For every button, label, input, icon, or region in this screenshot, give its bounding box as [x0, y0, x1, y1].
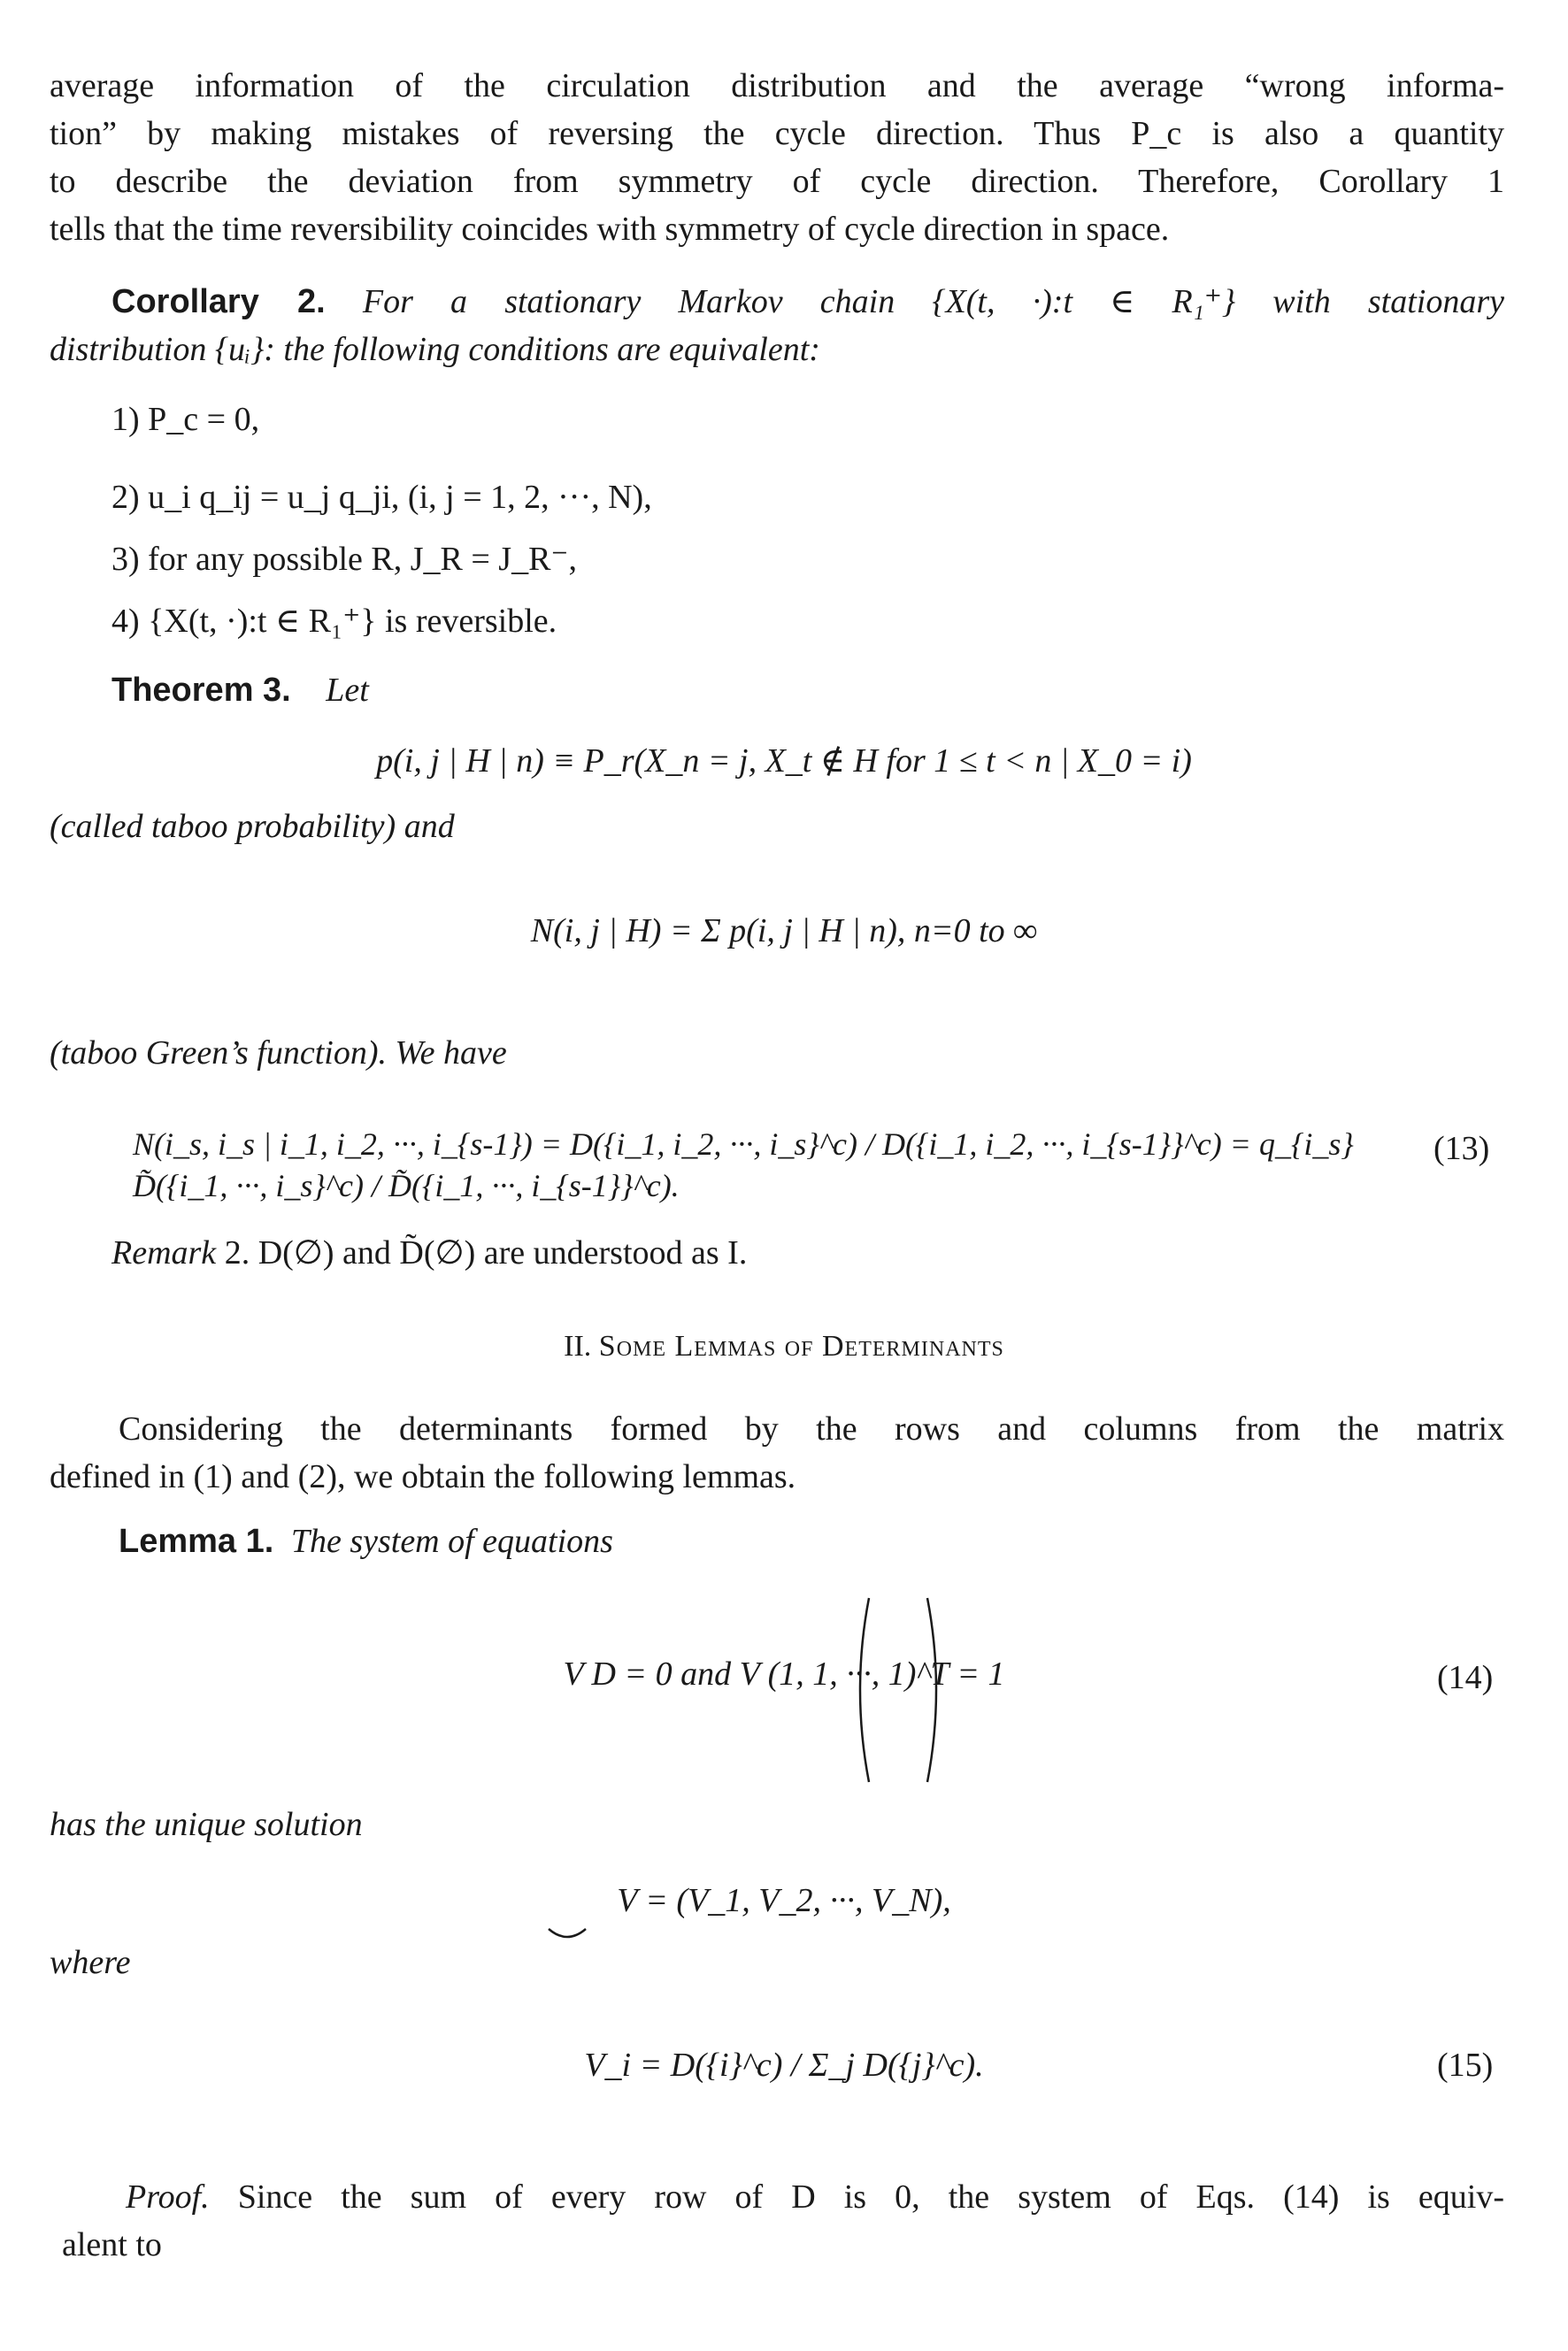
paragraph-determinants — [50, 1405, 1504, 1501]
remark-label: Remark — [111, 1234, 217, 1272]
vector-underline-mark — [545, 1925, 589, 1947]
text-line: tion” by making mistakes of reversing the cycle direction. Thus P_c is also a quantity — [50, 115, 1504, 152]
solution-vector-equation: V = (V_1, V_2, ···, V_N), — [617, 1882, 951, 1919]
lemma-lead: The system of equations — [290, 1523, 613, 1560]
condition-4: 4) {X(t, ·):t ∈ R₁⁺} is reversible. — [111, 603, 557, 640]
equation-14-number: (14) — [1437, 1659, 1494, 1696]
green-function-caption: (taboo Green’s function). We have — [50, 1034, 507, 1072]
theorem-lead: Let — [326, 672, 369, 709]
equation-13-number: (13) — [1433, 1130, 1490, 1167]
text-line: tells that the time reversibility coincides with symmetry of cycle direction in space. — [50, 211, 1170, 248]
corollary-statement-line — [50, 326, 1504, 373]
text-line: to describe the deviation from symmetry of cycle direction. Therefore, Corollary 1 — [50, 163, 1504, 200]
proof-label: Proof. — [126, 2178, 210, 2216]
theorem-3-heading — [111, 671, 369, 711]
proof-paragraph — [50, 2173, 1504, 2269]
text-line: average information of the circulation distribution and the average “wrong informa- — [50, 67, 1504, 104]
where-caption: where — [50, 1944, 131, 1981]
corollary-statement: For a stationary Markov chain {X(t, ·):t ∈ R₁⁺} with stationary — [362, 283, 1504, 320]
taboo-green-equation: N(i, j | H) = Σ p(i, j | H | n), n=0 to ∞ — [530, 912, 1038, 949]
proof-line: alent to — [62, 2226, 162, 2263]
section-title: Some Lemmas of Determinants — [598, 1330, 1004, 1363]
equation-15-number: (15) — [1437, 2047, 1494, 2084]
condition-1: 1) P_c = 0, — [111, 401, 260, 438]
proof-text: Since the sum of every row of D is 0, the system of Eqs. (14) is equiv- — [237, 2178, 1504, 2216]
condition-3: 3) for any possible R, J_R = J_R⁻, — [111, 541, 577, 578]
remark-text: 2. D(∅) and D̃(∅) are understood as I. — [224, 1234, 748, 1272]
remark-2 — [111, 1233, 747, 1274]
column-vector-parentheses — [849, 1593, 947, 1787]
corollary-label: Corollary 2. — [111, 283, 326, 320]
equation-15: V_i = D({i}^c) / Σ_j D({j}^c). — [584, 2047, 984, 2084]
lemma-label: Lemma 1. — [119, 1523, 274, 1560]
equation-14: V D = 0 and V (1, 1, ···, 1)^T = 1 — [563, 1656, 1005, 1693]
section-numeral: II. — [564, 1330, 592, 1363]
corollary-2 — [50, 278, 1504, 373]
text-line: Considering the determinants formed by the rows and columns from the matrix — [119, 1410, 1504, 1448]
paragraph-cycle-direction — [50, 62, 1504, 253]
corollary-statement: distribution {uᵢ}: the following conditions are equivalent: — [50, 331, 820, 368]
text-line: defined in (1) and (2), we obtain the following lemmas. — [50, 1458, 796, 1495]
corollary-statement-line — [50, 278, 1504, 326]
taboo-probability-caption: (called taboo probability) and — [50, 808, 455, 845]
section-heading — [0, 1329, 1568, 1365]
theorem-label: Theorem 3. — [111, 672, 291, 709]
equation-13: N(i_s, i_s | i_1, i_2, ···, i_{s-1}) = D({i_1, i_2, ···, i_s}^c) / D({i_1, i_2, ···, i_{s-1}}^c) = q_{i_s} D̃({i_1, ···, i_s}^c) / D̃({i_1, ···, i_{s-1}}^c). — [133, 1126, 1354, 1203]
lemma-1-heading — [119, 1522, 613, 1563]
taboo-probability-equation: p(i, j | H | n) ≡ P_r(X_n = j, X_t ∉ H for 1 ≤ t < n | X_0 = i) — [376, 742, 1192, 780]
proof-line — [50, 2173, 1504, 2221]
condition-2: 2) u_i q_ij = u_j q_ji, (i, j = 1, 2, ···, N), — [111, 479, 652, 516]
unique-solution-caption: has the unique solution — [50, 1806, 363, 1843]
